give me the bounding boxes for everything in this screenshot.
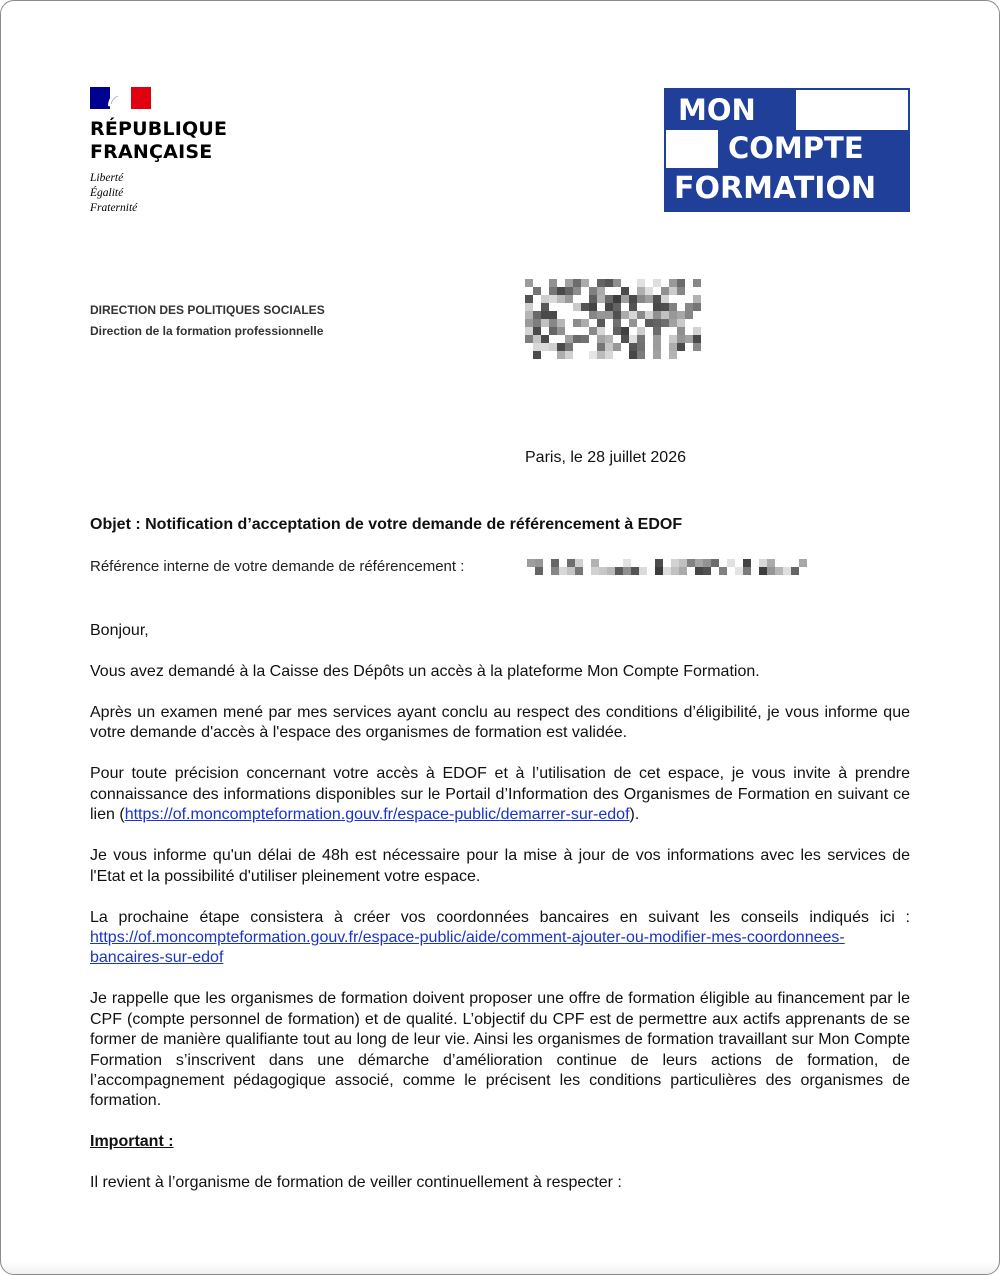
redaction-pixel bbox=[525, 295, 533, 303]
redaction-pixel bbox=[669, 319, 677, 327]
redaction-pixel bbox=[653, 327, 661, 335]
redaction-pixel bbox=[605, 279, 613, 287]
redaction-pixel bbox=[629, 351, 637, 359]
redaction-pixel bbox=[629, 303, 637, 311]
link-demarrer-sur-edof[interactable]: https://of.moncompteformation.gouv.fr/espace-public/demarrer-sur-edof bbox=[124, 806, 630, 824]
redaction-pixel bbox=[671, 567, 679, 575]
redacted-reference-value bbox=[527, 559, 811, 575]
redaction-pixel bbox=[527, 559, 535, 567]
republique-motto bbox=[90, 171, 250, 216]
redaction-pixel bbox=[597, 343, 605, 351]
redaction-pixel bbox=[565, 343, 573, 351]
redaction-pixel bbox=[693, 343, 701, 351]
redaction-pixel bbox=[685, 303, 693, 311]
logo-word-formation: FORMATION bbox=[674, 171, 877, 206]
redaction-pixel bbox=[661, 295, 669, 303]
redaction-pixel bbox=[695, 559, 703, 567]
redaction-pixel bbox=[541, 303, 549, 311]
redaction-pixel bbox=[533, 343, 541, 351]
redaction-pixel bbox=[613, 295, 621, 303]
redaction-pixel bbox=[645, 295, 653, 303]
redaction-pixel bbox=[597, 295, 605, 303]
redaction-pixel bbox=[767, 567, 775, 575]
redaction-pixel bbox=[589, 303, 597, 311]
redaction-pixel bbox=[613, 303, 621, 311]
redaction-pixel bbox=[743, 559, 751, 567]
redaction-pixel bbox=[775, 567, 783, 575]
redaction-pixel bbox=[541, 343, 549, 351]
redaction-pixel bbox=[597, 327, 605, 335]
reference-line bbox=[90, 557, 464, 577]
redaction-pixel bbox=[677, 311, 685, 319]
redaction-pixel bbox=[653, 343, 661, 351]
redaction-pixel bbox=[621, 287, 629, 295]
redaction-pixel bbox=[581, 279, 589, 287]
redaction-pixel bbox=[565, 351, 573, 359]
redaction-pixel bbox=[541, 311, 549, 319]
redaction-pixel bbox=[679, 559, 687, 567]
redaction-pixel bbox=[645, 319, 653, 327]
redaction-pixel bbox=[565, 335, 573, 343]
paragraph-access-request: Vous avez demandé à la Caisse des Dépôts un accès à la plateforme Mon Compte Formation. bbox=[90, 663, 760, 680]
paragraph-validation: Après un examen mené par mes services ayant conclu au respect des conditions d’éligibilité, je vous informe que votre demande d'accès à l'espace des organismes de formation est validée. bbox=[90, 704, 910, 742]
redaction-pixel bbox=[693, 327, 701, 335]
redaction-pixel bbox=[589, 287, 597, 295]
redaction-pixel bbox=[557, 327, 565, 335]
redaction-pixel bbox=[631, 567, 639, 575]
redaction-pixel bbox=[549, 279, 557, 287]
redaction-pixel bbox=[535, 567, 543, 575]
link-coordonnees-bancaires[interactable]: https://of.moncompteformation.gouv.fr/espace-public/aide/comment-ajouter-ou-modifier-mes-coordonnees-bancaires-sur-edof bbox=[90, 929, 845, 967]
redaction-pixel bbox=[589, 311, 597, 319]
redaction-pixel bbox=[557, 295, 565, 303]
redaction-pixel bbox=[693, 335, 701, 343]
redaction-pixel bbox=[605, 295, 613, 303]
redaction-pixel bbox=[661, 287, 669, 295]
sender-subdirection: Direction de la formation professionnelle bbox=[90, 324, 324, 338]
redaction-pixel bbox=[637, 287, 645, 295]
redaction-pixel bbox=[653, 335, 661, 343]
redaction-pixel bbox=[613, 327, 621, 335]
redaction-pixel bbox=[629, 319, 637, 327]
redaction-pixel bbox=[589, 295, 597, 303]
redaction-pixel bbox=[613, 343, 621, 351]
redaction-pixel bbox=[525, 311, 533, 319]
redaction-pixel bbox=[669, 343, 677, 351]
redaction-pixel bbox=[525, 279, 533, 287]
redaction-pixel bbox=[629, 311, 637, 319]
letter-body bbox=[90, 621, 910, 1214]
redacted-address-block bbox=[525, 279, 705, 363]
redaction-pixel bbox=[621, 335, 629, 343]
redaction-pixel bbox=[629, 295, 637, 303]
redaction-pixel bbox=[629, 343, 637, 351]
motto-fraternite: Fraternité bbox=[90, 202, 138, 214]
letter-date: Paris, le 28 juillet 2026 bbox=[525, 449, 686, 466]
redaction-pixel bbox=[591, 567, 599, 575]
important-heading: Important : bbox=[90, 1133, 174, 1151]
redaction-pixel bbox=[557, 319, 565, 327]
redaction-pixel bbox=[551, 567, 559, 575]
redaction-pixel bbox=[653, 351, 661, 359]
redaction-pixel bbox=[549, 343, 557, 351]
redaction-pixel bbox=[525, 319, 533, 327]
redaction-pixel bbox=[653, 319, 661, 327]
redaction-pixel bbox=[637, 279, 645, 287]
redaction-pixel bbox=[645, 287, 653, 295]
redaction-pixel bbox=[693, 303, 701, 311]
redaction-pixel bbox=[581, 303, 589, 311]
redaction-pixel bbox=[607, 567, 615, 575]
redaction-pixel bbox=[677, 319, 685, 327]
redaction-pixel bbox=[533, 319, 541, 327]
redaction-pixel bbox=[663, 567, 671, 575]
redaction-pixel bbox=[597, 279, 605, 287]
logo-word-compte: COMPTE bbox=[728, 131, 864, 165]
redaction-pixel bbox=[599, 567, 607, 575]
redaction-pixel bbox=[637, 311, 645, 319]
redaction-pixel bbox=[653, 279, 661, 287]
redaction-pixel bbox=[623, 567, 631, 575]
redaction-pixel bbox=[711, 559, 719, 567]
redaction-pixel bbox=[685, 311, 693, 319]
redaction-pixel bbox=[791, 567, 799, 575]
redaction-pixel bbox=[637, 351, 645, 359]
republique-francaise-name: RÉPUBLIQUE FRANÇAISE bbox=[90, 118, 228, 163]
redaction-pixel bbox=[661, 319, 669, 327]
redaction-pixel bbox=[535, 559, 543, 567]
redaction-pixel bbox=[613, 311, 621, 319]
redaction-pixel bbox=[669, 303, 677, 311]
redaction-pixel bbox=[581, 319, 589, 327]
redaction-pixel bbox=[677, 327, 685, 335]
redaction-pixel bbox=[637, 335, 645, 343]
redaction-pixel bbox=[557, 287, 565, 295]
redaction-pixel bbox=[581, 335, 589, 343]
redaction-pixel bbox=[541, 295, 549, 303]
redaction-pixel bbox=[559, 567, 567, 575]
redaction-pixel bbox=[677, 343, 685, 351]
redaction-pixel bbox=[767, 559, 775, 567]
redaction-pixel bbox=[783, 567, 791, 575]
redaction-pixel bbox=[533, 351, 541, 359]
redaction-pixel bbox=[551, 559, 559, 567]
greeting: Bonjour, bbox=[90, 622, 149, 639]
redaction-pixel bbox=[575, 559, 583, 567]
redaction-pixel bbox=[615, 567, 623, 575]
redaction-pixel bbox=[573, 319, 581, 327]
redaction-pixel bbox=[549, 295, 557, 303]
redaction-pixel bbox=[549, 287, 557, 295]
redaction-pixel bbox=[525, 327, 533, 335]
redaction-pixel bbox=[661, 311, 669, 319]
redaction-pixel bbox=[575, 567, 583, 575]
marianne-flag-icon bbox=[90, 87, 151, 109]
redaction-pixel bbox=[533, 287, 541, 295]
motto-liberte: Liberté bbox=[90, 172, 124, 184]
redaction-pixel bbox=[685, 335, 693, 343]
redaction-pixel bbox=[605, 351, 613, 359]
redaction-pixel bbox=[759, 567, 767, 575]
redaction-pixel bbox=[679, 567, 687, 575]
redaction-pixel bbox=[655, 559, 663, 567]
redaction-pixel bbox=[629, 335, 637, 343]
redaction-pixel bbox=[589, 351, 597, 359]
redaction-pixel bbox=[653, 303, 661, 311]
redaction-pixel bbox=[637, 295, 645, 303]
redaction-pixel bbox=[669, 311, 677, 319]
redaction-pixel bbox=[677, 279, 685, 287]
redaction-pixel bbox=[573, 335, 581, 343]
paragraph-obligations: Il revient à l’organisme de formation de veiller continuellement à respecter : bbox=[90, 1174, 622, 1192]
redaction-pixel bbox=[669, 279, 677, 287]
redaction-pixel bbox=[661, 303, 669, 311]
redaction-pixel bbox=[693, 295, 701, 303]
redaction-pixel bbox=[597, 287, 605, 295]
redaction-pixel bbox=[669, 335, 677, 343]
redaction-pixel bbox=[533, 311, 541, 319]
redaction-pixel bbox=[591, 559, 599, 567]
redaction-pixel bbox=[759, 559, 767, 567]
redaction-pixel bbox=[541, 319, 549, 327]
redaction-pixel bbox=[727, 559, 735, 567]
redaction-pixel bbox=[541, 335, 549, 343]
redaction-pixel bbox=[653, 311, 661, 319]
redaction-pixel bbox=[605, 303, 613, 311]
redaction-pixel bbox=[677, 287, 685, 295]
redaction-pixel bbox=[557, 343, 565, 351]
redaction-pixel bbox=[605, 343, 613, 351]
redaction-pixel bbox=[671, 559, 679, 567]
redaction-pixel bbox=[597, 351, 605, 359]
redaction-pixel bbox=[549, 327, 557, 335]
redaction-pixel bbox=[693, 279, 701, 287]
redaction-pixel bbox=[639, 567, 647, 575]
redaction-pixel bbox=[597, 311, 605, 319]
redaction-pixel bbox=[669, 287, 677, 295]
redaction-pixel bbox=[565, 287, 573, 295]
redaction-pixel bbox=[533, 335, 541, 343]
redaction-pixel bbox=[567, 559, 575, 567]
logo-word-mon: MON bbox=[678, 93, 756, 127]
redaction-pixel bbox=[565, 279, 573, 287]
redaction-pixel bbox=[567, 567, 575, 575]
paragraph-edof-info: Pour toute précision concernant votre accès à EDOF et à l’utilisation de cet espace, je vous invite à prendre connaissance des informations disponibles sur le Portail d’Information des Organismes de Formation en suivant ce lien (https://of.moncompteformation.gouv.fr/espace-public/demarrer-sur-edof). bbox=[90, 765, 910, 824]
republique-francaise-logo bbox=[90, 87, 250, 216]
redaction-pixel bbox=[565, 295, 573, 303]
redaction-pixel bbox=[597, 319, 605, 327]
paragraph-bank-details: La prochaine étape consistera à créer vos coordonnées bancaires en suivant les conseils indiqués ici : https://of.moncompteformation.gouv.fr/espace-public/aide/comment-ajouter-ou-modifier-mes-coordonnees-bancaires-sur-edof bbox=[90, 908, 910, 967]
mon-compte-formation-logo bbox=[664, 88, 910, 212]
paragraph-delay: Je vous informe qu'un délai de 48h est nécessaire pour la mise à jour de vos informations avec les services de l'Etat et la possibilité d'utiliser pleinement votre espace. bbox=[90, 847, 910, 885]
redaction-pixel bbox=[613, 319, 621, 327]
redaction-pixel bbox=[573, 287, 581, 295]
redaction-pixel bbox=[573, 279, 581, 287]
letter-object: Objet : Notification d’acceptation de votre demande de référencement à EDOF bbox=[90, 516, 683, 533]
redaction-pixel bbox=[605, 311, 613, 319]
redaction-pixel bbox=[549, 319, 557, 327]
redaction-pixel bbox=[549, 311, 557, 319]
motto-egalite: Égalité bbox=[90, 187, 124, 199]
redaction-pixel bbox=[653, 295, 661, 303]
redaction-pixel bbox=[597, 335, 605, 343]
redaction-pixel bbox=[605, 335, 613, 343]
redaction-pixel bbox=[557, 351, 565, 359]
redaction-pixel bbox=[637, 327, 645, 335]
sender-block bbox=[90, 300, 325, 342]
redaction-pixel bbox=[669, 351, 677, 359]
redaction-pixel bbox=[655, 567, 663, 575]
paragraph-cpf-reminder: Je rappelle que les organismes de formation doivent proposer une offre de formation éligible au financement par le CPF (compte personnel de formation) et de qualité. L’objectif du CPF est de permettre aux actifs apprenants de se former de manière qualifiante tout au long de leur vie. Ainsi les organismes de formation travaillant sur Mon Compte Formation s’inscrivent dans une démarche d’amélioration continue de leurs actions de formation, de l’accompagnement pédagogique associé, comme le précisent les conditions particulières des organismes de formation. bbox=[90, 990, 910, 1110]
redaction-pixel bbox=[525, 335, 533, 343]
redaction-pixel bbox=[645, 311, 653, 319]
redaction-pixel bbox=[799, 559, 807, 567]
redaction-pixel bbox=[743, 567, 751, 575]
redaction-pixel bbox=[621, 295, 629, 303]
redaction-pixel bbox=[637, 343, 645, 351]
redaction-pixel bbox=[687, 559, 695, 567]
redaction-pixel bbox=[589, 327, 597, 335]
redaction-pixel bbox=[573, 303, 581, 311]
sender-direction: DIRECTION DES POLITIQUES SOCIALES bbox=[90, 303, 325, 317]
redaction-pixel bbox=[703, 559, 711, 567]
redaction-pixel bbox=[533, 327, 541, 335]
redaction-pixel bbox=[735, 567, 743, 575]
redaction-pixel bbox=[677, 335, 685, 343]
redaction-pixel bbox=[621, 327, 629, 335]
redaction-pixel bbox=[703, 567, 711, 575]
redaction-pixel bbox=[719, 567, 727, 575]
redaction-pixel bbox=[621, 311, 629, 319]
redaction-pixel bbox=[623, 559, 631, 567]
reference-label: Référence interne de votre demande de référencement : bbox=[90, 558, 465, 575]
redaction-pixel bbox=[613, 279, 621, 287]
redaction-pixel bbox=[525, 303, 533, 311]
redaction-pixel bbox=[695, 567, 703, 575]
